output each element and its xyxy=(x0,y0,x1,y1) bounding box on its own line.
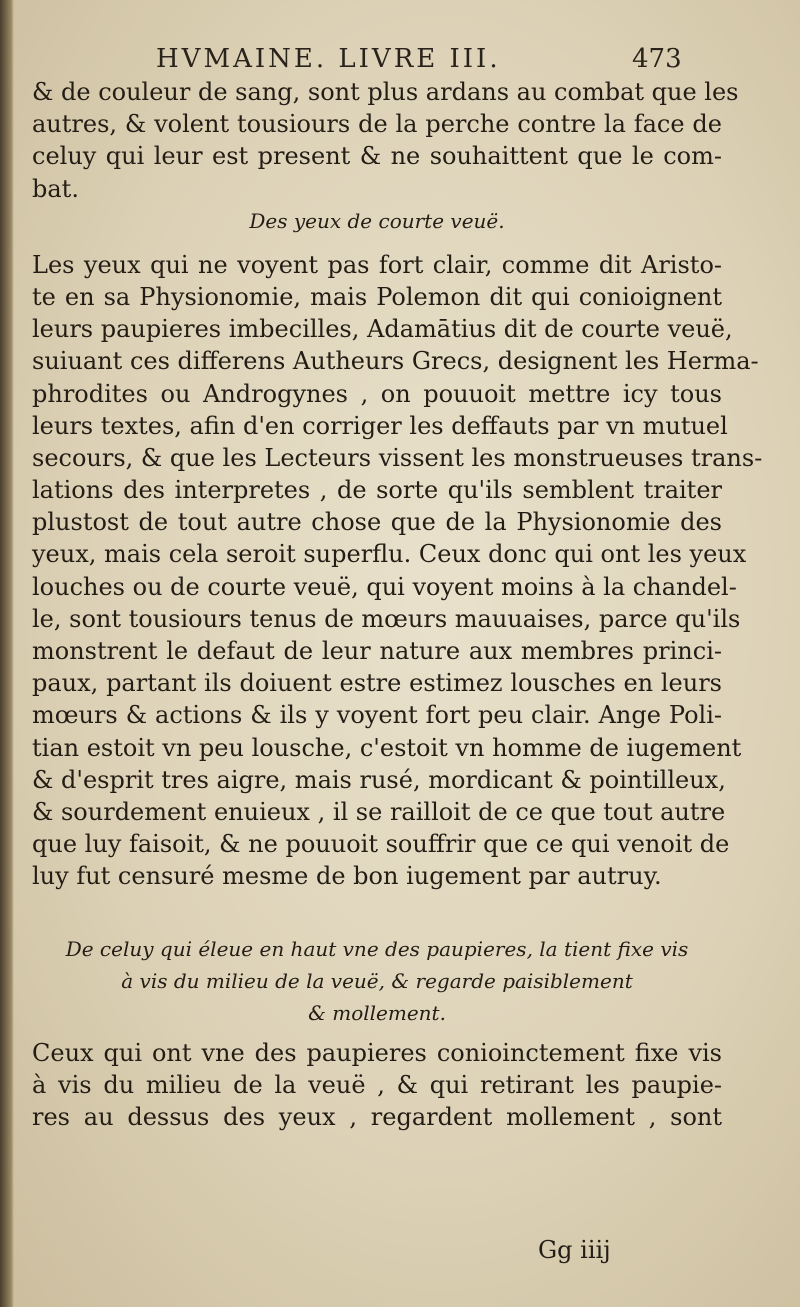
binding-gutter xyxy=(0,0,14,1307)
paragraph-short-sight xyxy=(32,249,763,893)
running-title: HVMAINE. LIVRE III. xyxy=(156,44,501,74)
text-line: luy fut censuré mesme de bon iugement par autruy. xyxy=(32,862,662,891)
heading-line: & mollement. xyxy=(308,1000,446,1025)
page-number: 473 xyxy=(632,44,682,74)
text-line: lations des interpretes , de sorte qu'ils semblent traiter xyxy=(32,476,722,505)
heading-line: De celuy qui éleue en haut vne des paupieres, la tient fixe vis xyxy=(65,936,689,961)
heading-line: à vis du milieu de la veuë, & regarde paisiblement xyxy=(121,968,633,993)
text-line: yeux, mais cela seroit superflu. Ceux donc qui ont les yeux xyxy=(32,540,747,569)
text-block xyxy=(32,76,763,1133)
text-line: Les yeux qui ne voyent pas fort clair, comme dit Aristo- xyxy=(32,250,722,279)
text-line: leurs textes, afin d'en corriger les deffauts par vn mutuel xyxy=(32,411,728,440)
text-line: Ceux qui ont vne des paupieres conioinctement fixe vis xyxy=(32,1038,722,1067)
page-header xyxy=(0,40,800,80)
text-line: louches ou de courte veuë, qui voyent moins à la chandel- xyxy=(32,572,737,601)
section-heading xyxy=(32,933,722,1029)
text-line: suiuant ces differens Autheurs Grecs, designent les Herma- xyxy=(32,347,759,376)
paragraph-combat xyxy=(32,76,739,205)
text-line: plustost de tout autre chose que de la Physionomie des xyxy=(32,508,722,537)
text-line: bat. xyxy=(32,174,79,203)
text-line: res au dessus des yeux , regardent mollement , sont xyxy=(32,1102,722,1131)
text-line: tian estoit vn peu lousche, c'estoit vn homme de iugement xyxy=(32,733,742,762)
text-line: leurs paupieres imbecilles, Adamātius dit de courte veuë, xyxy=(32,315,733,344)
text-line: le, sont tousiours tenus de mœurs mauuaises, parce qu'ils xyxy=(32,604,741,633)
text-line: secours, & que les Lecteurs vissent les monstrueuses trans- xyxy=(32,443,763,472)
text-line: te en sa Physionomie, mais Polemon dit qui conioignent xyxy=(32,282,722,311)
paragraph-eyelid xyxy=(32,1037,722,1134)
text-line: autres, & volent tousiours de la perche contre la face de xyxy=(32,110,722,139)
text-line: paux, partant ils doiuent estre estimez lousches en leurs xyxy=(32,669,722,698)
text-line: & de couleur de sang, sont plus ardans au combat que les xyxy=(32,78,739,106)
text-line: que luy faisoit, & ne pouuoit souffrir que ce qui venoit de xyxy=(32,830,730,859)
section-heading: Des yeux de courte veuë. xyxy=(249,208,505,233)
text-line: monstrent le defaut de leur nature aux membres princi- xyxy=(32,637,722,665)
text-line: à vis du milieu de la veuë , & qui retirant les paupie- xyxy=(32,1070,722,1099)
text-line: mœurs & actions & ils y voyent fort peu clair. Ange Poli- xyxy=(32,701,722,730)
text-line: & sourdement enuieux , il se railloit de ce que tout autre xyxy=(32,797,726,826)
signature-mark: Gg iiij xyxy=(538,1236,611,1264)
text-line: phrodites ou Androgynes , on pouuoit mettre icy tous xyxy=(32,379,722,408)
text-line: & d'esprit tres aigre, mais rusé, mordicant & pointilleux, xyxy=(32,765,726,794)
text-line: celuy qui leur est present & ne souhaittent que le com- xyxy=(32,142,722,171)
